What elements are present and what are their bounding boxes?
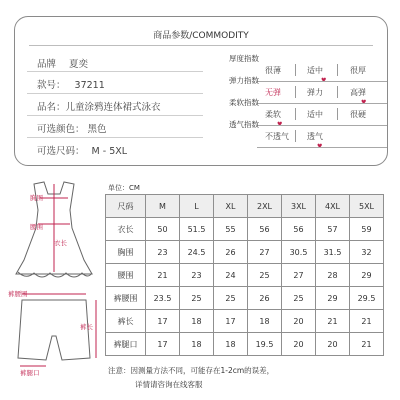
selected-heart-icon: ♥ xyxy=(361,99,367,106)
table-cell: 17 xyxy=(214,310,248,333)
table-cell: 30.5 xyxy=(282,241,316,264)
table-header-cell: L xyxy=(180,195,214,218)
option-separator xyxy=(337,108,338,120)
row-divider xyxy=(27,93,203,94)
table-header-cell: 尺码 xyxy=(106,195,146,218)
brand-value: 夏奕 xyxy=(69,59,89,70)
table-cell: 18 xyxy=(180,310,214,333)
pants-length-label: 裤长 xyxy=(80,323,93,331)
style-number-row xyxy=(37,77,105,91)
table-cell: 17 xyxy=(146,333,180,356)
thickness-option-medium: 适中 xyxy=(307,66,323,75)
table-header-cell: 4XL xyxy=(316,195,350,218)
table-cell: 56 xyxy=(248,218,282,241)
table-cell: 21 xyxy=(350,333,384,356)
selected-heart-icon: ♥ xyxy=(317,143,323,150)
brand-label: 品牌 xyxy=(37,59,57,70)
table-cell: 50 xyxy=(146,218,180,241)
attribute-divider xyxy=(257,147,387,148)
table-cell: 31.5 xyxy=(316,241,350,264)
selected-heart-icon: ♥ xyxy=(277,121,283,128)
option-separator xyxy=(337,86,338,98)
thickness-index-label: 厚度指数 xyxy=(229,54,259,63)
softness-index-label: 柔软指数 xyxy=(229,98,259,107)
table-row xyxy=(106,264,384,287)
table-cell: 26 xyxy=(248,287,282,310)
garment-measurement-diagram xyxy=(4,176,104,400)
customer-service-note: 详情请咨询在线客服 xyxy=(135,380,203,389)
table-cell: 21 xyxy=(316,310,350,333)
attribute-divider xyxy=(257,103,387,104)
style-number-label: 款号： xyxy=(37,80,66,91)
row-divider xyxy=(27,71,203,72)
table-cell: 29 xyxy=(316,287,350,310)
attribute-divider xyxy=(257,81,387,82)
elasticity-index-label: 弹力指数 xyxy=(229,76,259,85)
table-header-row xyxy=(106,195,384,218)
table-cell: 51.5 xyxy=(180,218,214,241)
table-cell: 24 xyxy=(214,264,248,287)
table-row xyxy=(106,218,384,241)
table-cell: 21 xyxy=(350,310,384,333)
table-cell: 25 xyxy=(248,264,282,287)
option-separator xyxy=(295,64,296,76)
product-name-row xyxy=(37,99,161,113)
breathability-index-label: 透气指数 xyxy=(229,120,259,129)
option-separator xyxy=(295,108,296,120)
size-row xyxy=(37,143,127,157)
brand-row xyxy=(37,56,88,70)
breathability-option-breathable: 透气 xyxy=(307,132,323,141)
table-cell: 27 xyxy=(248,241,282,264)
table-cell: 56 xyxy=(282,218,316,241)
elasticity-option-high: 高弹 xyxy=(350,88,366,97)
table-cell: 裤腿口 xyxy=(106,333,146,356)
attribute-divider xyxy=(257,125,387,126)
table-header-cell: M xyxy=(146,195,180,218)
table-cell: 裤腰围 xyxy=(106,287,146,310)
option-separator xyxy=(295,86,296,98)
table-cell: 17 xyxy=(146,310,180,333)
table-cell: 21 xyxy=(146,264,180,287)
table-cell: 20 xyxy=(282,333,316,356)
table-cell: 腰围 xyxy=(106,264,146,287)
table-cell: 18 xyxy=(248,310,282,333)
table-header-cell: 2XL xyxy=(248,195,282,218)
table-cell: 55 xyxy=(214,218,248,241)
pants-waist-label: 裤腰围 xyxy=(8,290,28,298)
table-cell: 20 xyxy=(316,333,350,356)
table-row xyxy=(106,310,384,333)
selected-heart-icon: ♥ xyxy=(321,77,327,84)
table-cell: 29 xyxy=(350,264,384,287)
length-label: 衣长 xyxy=(54,239,67,247)
table-cell: 胸围 xyxy=(106,241,146,264)
size-chart-table xyxy=(105,194,384,356)
option-separator xyxy=(295,130,296,142)
product-name-value: 儿童涂鸦连体裙式泳衣 xyxy=(65,102,161,113)
product-info-card xyxy=(14,16,388,166)
table-cell: 23 xyxy=(180,264,214,287)
unit-label: 单位：CM xyxy=(108,184,140,192)
softness-option-hard: 很硬 xyxy=(350,110,366,119)
table-cell: 衣长 xyxy=(106,218,146,241)
color-value: 黑色 xyxy=(87,124,107,135)
option-separator xyxy=(337,64,338,76)
table-cell: 20 xyxy=(282,310,316,333)
color-row xyxy=(37,121,107,135)
chest-label: 胸围 xyxy=(30,194,43,202)
table-cell: 25 xyxy=(214,287,248,310)
title-divider xyxy=(29,45,373,46)
row-divider xyxy=(27,115,203,116)
table-cell: 24.5 xyxy=(180,241,214,264)
table-cell: 26 xyxy=(214,241,248,264)
table-row xyxy=(106,241,384,264)
table-row xyxy=(106,333,384,356)
breathability-option-none: 不透气 xyxy=(265,132,289,141)
color-label: 可选颜色： xyxy=(37,124,85,135)
table-cell: 裤长 xyxy=(106,310,146,333)
table-cell: 32 xyxy=(350,241,384,264)
product-name-label: 品名： xyxy=(37,102,66,113)
softness-option-soft: 柔软 xyxy=(265,110,281,119)
size-value: M - 5XL xyxy=(91,146,128,157)
table-cell: 18 xyxy=(180,333,214,356)
table-header-cell: XL xyxy=(214,195,248,218)
table-cell: 27 xyxy=(282,264,316,287)
table-cell: 25 xyxy=(180,287,214,310)
elasticity-option-medium: 弹力 xyxy=(307,88,323,97)
row-divider xyxy=(27,137,203,138)
table-cell: 23 xyxy=(146,241,180,264)
table-header-cell: 3XL xyxy=(282,195,316,218)
table-cell: 18 xyxy=(214,333,248,356)
table-cell: 28 xyxy=(316,264,350,287)
thickness-option-thin: 很薄 xyxy=(265,66,281,75)
leg-opening-label: 裤腿口 xyxy=(20,369,40,377)
table-cell: 29.5 xyxy=(350,287,384,310)
elasticity-option-none: 无弹 xyxy=(265,88,281,97)
table-cell: 25 xyxy=(282,287,316,310)
waist-label: 腰围 xyxy=(30,223,43,231)
table-cell: 19.5 xyxy=(248,333,282,356)
style-number-value: 37211 xyxy=(74,80,105,91)
table-cell: 23.5 xyxy=(146,287,180,310)
softness-option-medium: 适中 xyxy=(307,110,323,119)
card-title: 商品参数/COMMODITY xyxy=(153,31,249,41)
thickness-option-thick: 很厚 xyxy=(350,66,366,75)
table-header-cell: 5XL xyxy=(350,195,384,218)
size-label: 可选尺码： xyxy=(37,146,85,157)
table-row xyxy=(106,287,384,310)
table-cell: 57 xyxy=(316,218,350,241)
measurement-note: 注意：因测量方法不同，可能存在1-2cm的误差， xyxy=(108,366,275,375)
table-cell: 59 xyxy=(350,218,384,241)
